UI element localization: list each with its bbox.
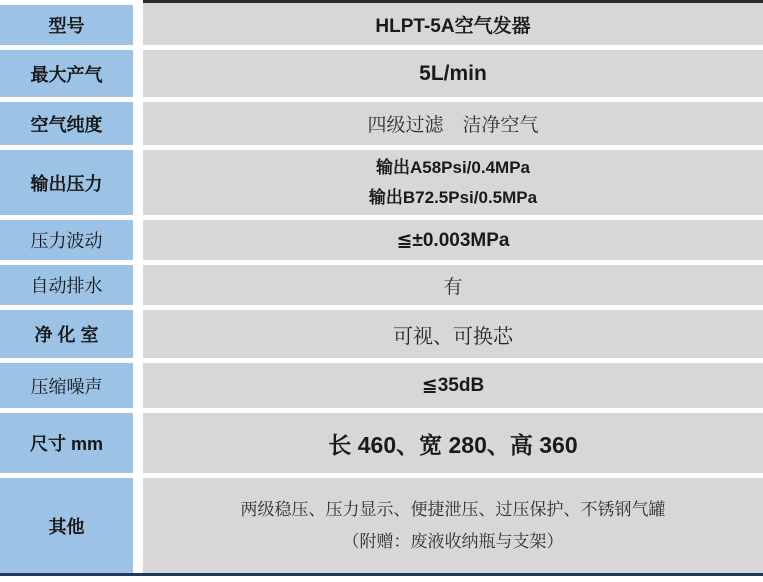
row-dimensions bbox=[0, 413, 763, 473]
row-purification-chamber-value: 可视、可换芯 bbox=[143, 310, 763, 358]
row-air-purity-value: 四级过滤 洁净空气 bbox=[143, 102, 763, 145]
row-model-label: 型号 bbox=[0, 5, 133, 45]
row-model-value: HLPT-5A空气发器 bbox=[143, 0, 763, 45]
row-compression-noise-label: 压缩噪声 bbox=[0, 363, 133, 408]
row-auto-drain-label: 自动排水 bbox=[0, 265, 133, 305]
row-compression-noise bbox=[0, 363, 763, 408]
row-other-label: 其他 bbox=[0, 478, 133, 573]
row-pressure-fluctuation bbox=[0, 220, 763, 260]
other-features-line: 两级稳压、压力显示、便捷泄压、过压保护、不锈钢气罐 bbox=[240, 499, 666, 519]
row-other-value bbox=[143, 478, 763, 573]
row-dimensions-value: 长 460、宽 280、高 360 bbox=[143, 413, 763, 473]
row-other bbox=[0, 478, 763, 573]
row-auto-drain bbox=[0, 265, 763, 305]
row-compression-noise-value: ≦35dB bbox=[143, 363, 763, 408]
row-max-output bbox=[0, 50, 763, 97]
output-pressure-line-a: 输出A58Psi/0.4MPa bbox=[375, 157, 530, 177]
row-pressure-fluctuation-value: ≦±0.003MPa bbox=[143, 220, 763, 260]
output-pressure-line-b: 输出B72.5Psi/0.5MPa bbox=[368, 187, 538, 207]
row-output-pressure-value bbox=[143, 150, 763, 215]
row-purification-chamber bbox=[0, 310, 763, 358]
row-auto-drain-value: 有 bbox=[143, 265, 763, 305]
row-max-output-value: 5L/min bbox=[143, 50, 763, 97]
row-air-purity bbox=[0, 102, 763, 145]
row-purification-chamber-label: 净 化 室 bbox=[0, 310, 133, 358]
other-bonus-line: （附赠：废液收纳瓶与支架） bbox=[342, 531, 564, 551]
row-output-pressure-label: 输出压力 bbox=[0, 150, 133, 215]
row-output-pressure bbox=[0, 150, 763, 215]
row-max-output-label: 最大产气 bbox=[0, 50, 133, 97]
row-model bbox=[0, 0, 763, 45]
row-dimensions-label: 尺寸 mm bbox=[0, 413, 133, 473]
row-pressure-fluctuation-label: 压力波动 bbox=[0, 220, 133, 260]
row-air-purity-label: 空气纯度 bbox=[0, 102, 133, 145]
